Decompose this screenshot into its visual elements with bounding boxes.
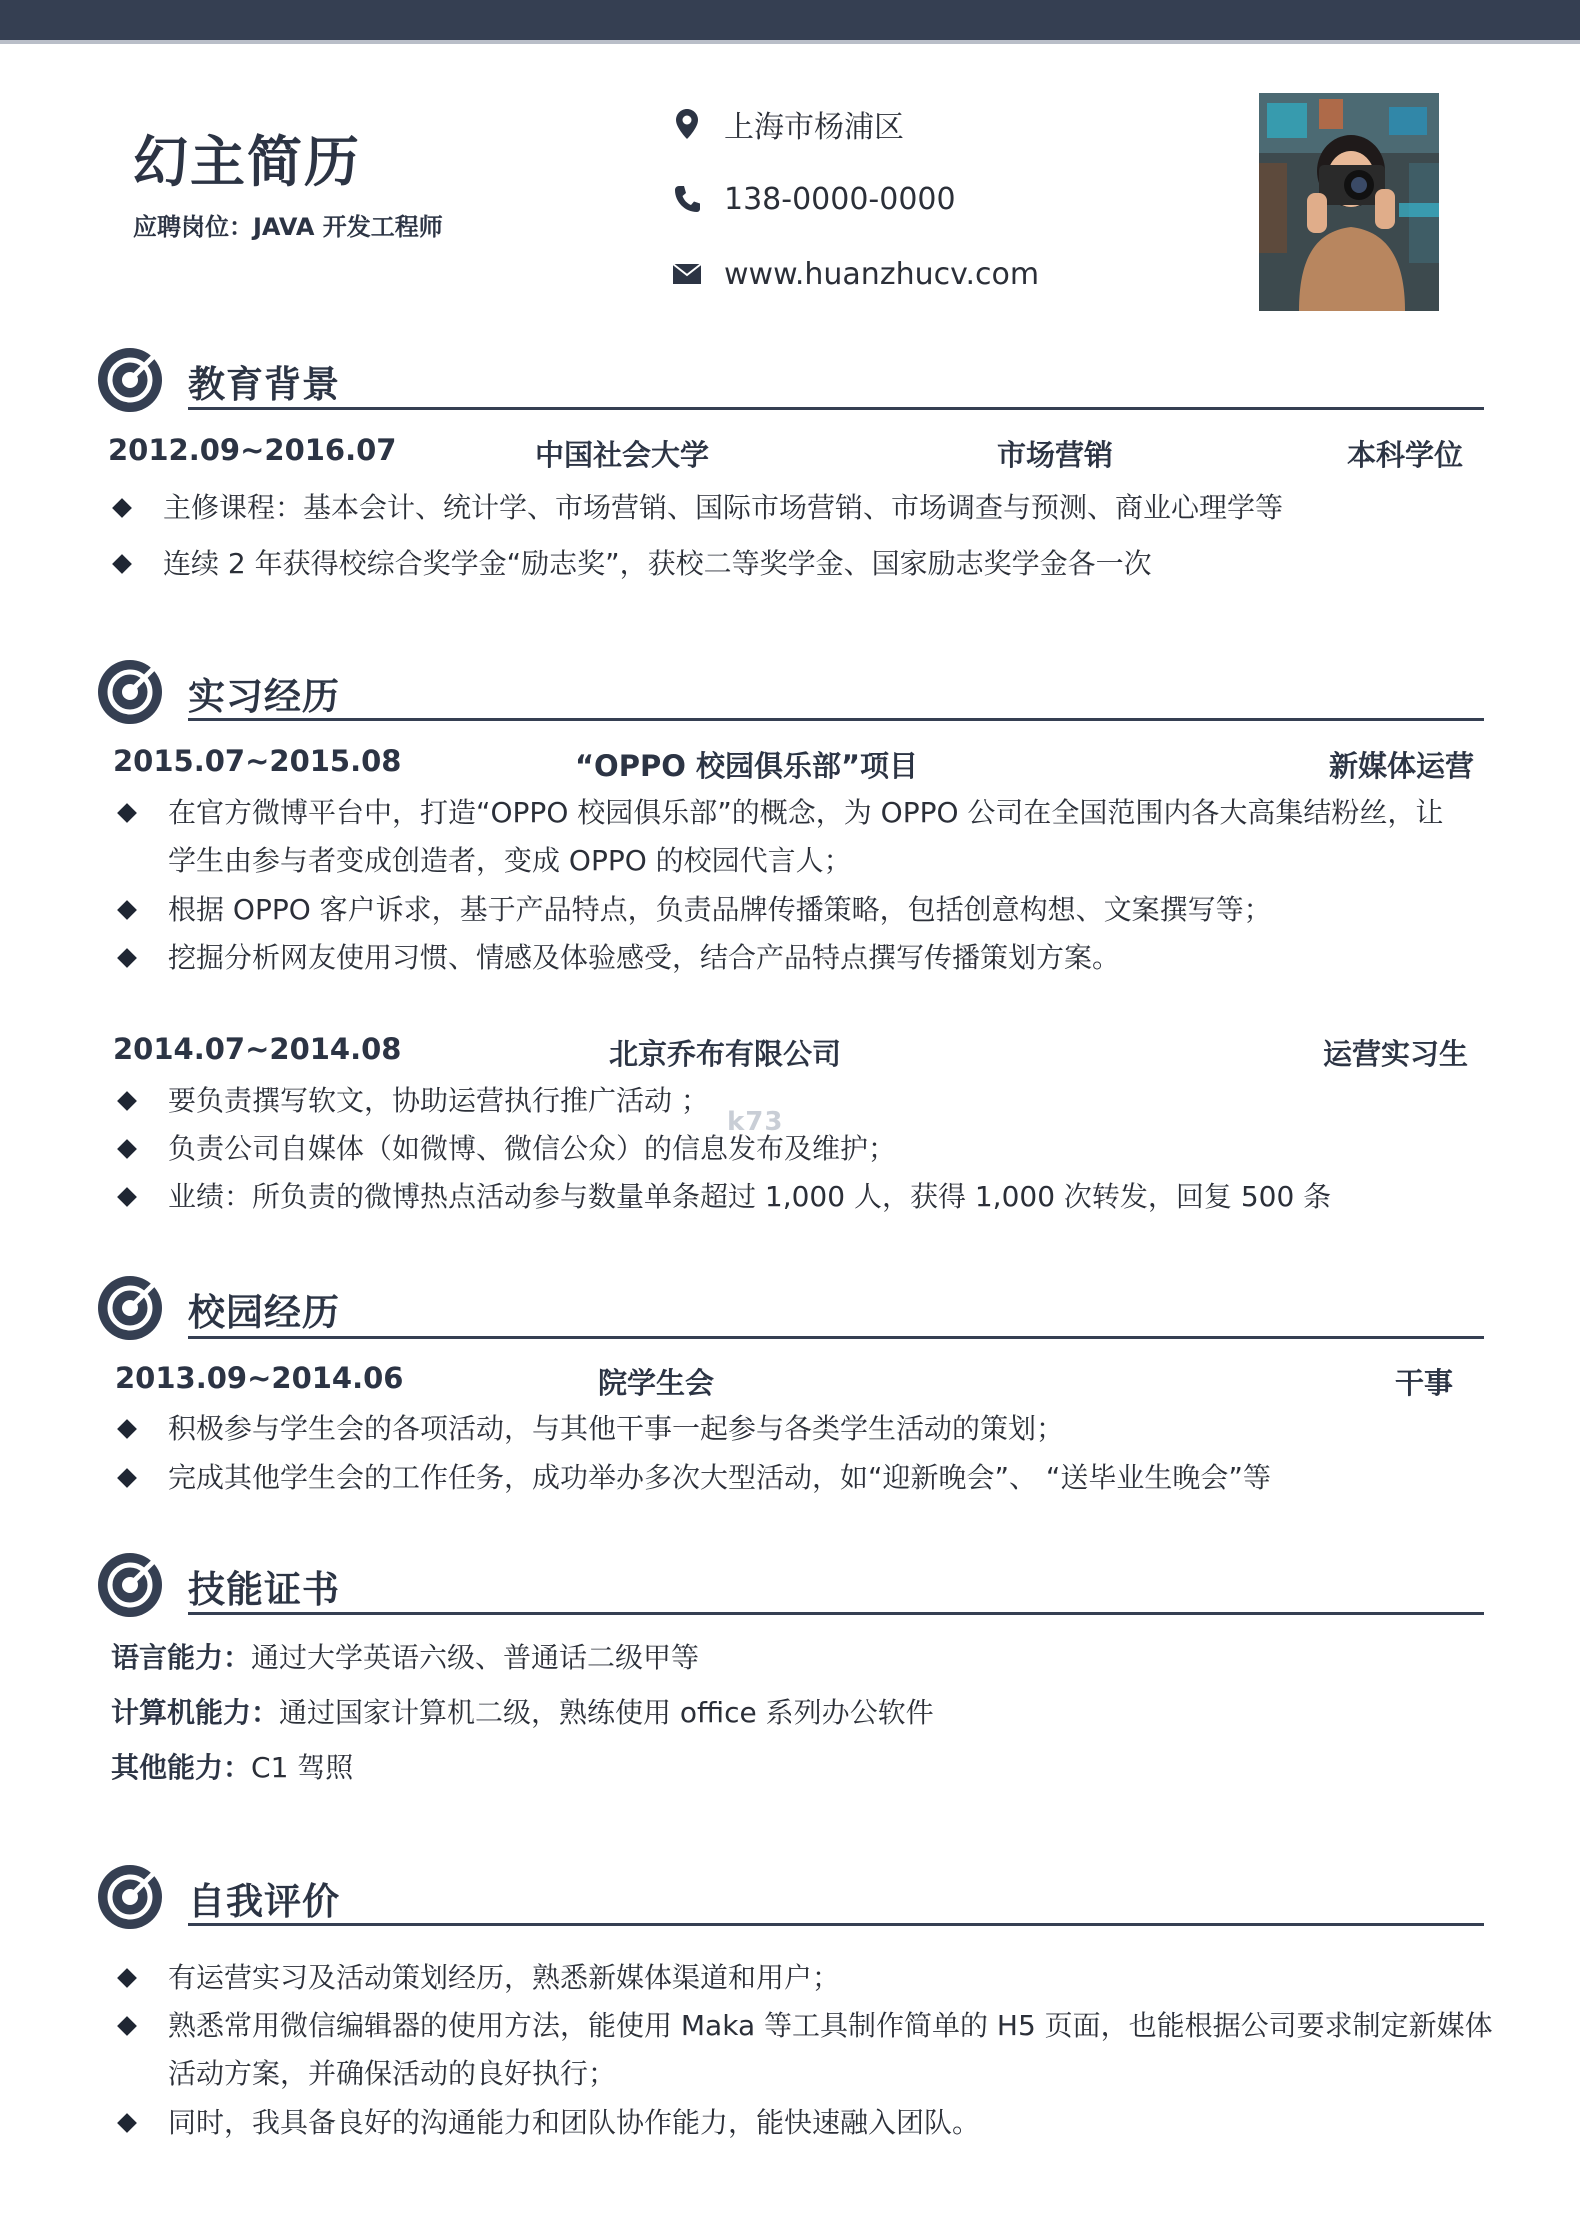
section-title-self-evaluation: 自我评价 bbox=[188, 1880, 340, 1923]
target-icon bbox=[96, 1271, 166, 1341]
education-bullet: 主修课程：基本会计、统计学、市场营销、国际市场营销、市场调查与预测、商业心理学等 bbox=[163, 491, 1284, 524]
skill-item-language bbox=[111, 1634, 699, 1682]
campus-role: 干事 bbox=[1395, 1366, 1454, 1400]
skill-value: 通过国家计算机二级，熟练使用 office 系列办公软件 bbox=[279, 1696, 934, 1729]
internship-bullet: 在官方微博平台中，打造“OPPO 校园俱乐部”的概念，为 OPPO 公司在全国范围内各大高集结粉丝，让 bbox=[168, 796, 1444, 829]
skill-value: C1 驾照 bbox=[251, 1751, 354, 1784]
job-title: 应聘岗位：JAVA 开发工程师 bbox=[133, 213, 443, 241]
bullet-diamond-icon bbox=[117, 1468, 137, 1488]
top-rule bbox=[0, 40, 1580, 44]
self-eval-bullet: 有运营实习及活动策划经历，熟悉新媒体渠道和用户； bbox=[168, 1961, 841, 1994]
target-icon bbox=[96, 1860, 166, 1930]
education-period: 2012.09~2016.07 bbox=[108, 433, 397, 467]
campus-bullet: 积极参与学生会的各项活动，与其他干事一起参与各类学生活动的策划； bbox=[168, 1412, 1065, 1445]
section-title-campus: 校园经历 bbox=[188, 1291, 340, 1334]
section-divider bbox=[188, 1336, 1484, 1339]
section-divider bbox=[188, 718, 1484, 721]
bullet-diamond-icon bbox=[117, 1091, 137, 1111]
phone-icon bbox=[672, 181, 702, 217]
skill-value: 通过大学英语六级、普通话二级甲等 bbox=[251, 1641, 700, 1674]
section-divider bbox=[188, 1923, 1484, 1926]
skill-item-computer bbox=[111, 1689, 934, 1737]
target-icon bbox=[96, 655, 166, 725]
education-bullet: 连续 2 年获得校综合奖学金“励志奖”，获校二等奖学金、国家励志奖学金各一次 bbox=[163, 547, 1152, 580]
internship-bullet: 负责公司自媒体（如微博、微信公众）的信息发布及维护； bbox=[168, 1132, 897, 1165]
internship-role: 运营实习生 bbox=[1323, 1037, 1469, 1071]
section-divider bbox=[188, 1612, 1484, 1615]
contact-website-text: www.huanzhucv.com bbox=[724, 256, 1040, 292]
campus-org: 院学生会 bbox=[598, 1366, 715, 1400]
bullet-diamond-icon bbox=[112, 554, 132, 574]
education-degree: 本科学位 bbox=[1347, 438, 1464, 472]
self-eval-bullet-continued: 活动方案，并确保活动的良好执行； bbox=[168, 2057, 617, 2090]
self-eval-bullet: 熟悉常用微信编辑器的使用方法，能使用 Maka 等工具制作简单的 H5 页面，也能根据公司要求制定新媒体 bbox=[168, 2009, 1493, 2042]
bullet-diamond-icon bbox=[117, 1419, 137, 1439]
section-divider bbox=[188, 407, 1484, 410]
top-bar bbox=[0, 0, 1580, 40]
bullet-diamond-icon bbox=[117, 1139, 137, 1159]
bullet-diamond-icon bbox=[117, 900, 137, 920]
education-major: 市场营销 bbox=[997, 438, 1114, 472]
contact-website bbox=[672, 252, 1039, 296]
section-title-education: 教育背景 bbox=[188, 363, 340, 406]
education-school: 中国社会大学 bbox=[535, 438, 710, 472]
bullet-diamond-icon bbox=[117, 1968, 137, 1988]
profile-photo bbox=[1259, 93, 1439, 311]
envelope-icon bbox=[672, 256, 702, 292]
contact-address-text: 上海市杨浦区 bbox=[724, 110, 904, 145]
internship-org: “OPPO 校园俱乐部”项目 bbox=[575, 749, 919, 783]
internship-period: 2015.07~2015.08 bbox=[113, 744, 402, 778]
resume-name: 幻主简历 bbox=[133, 130, 362, 194]
internship-org: 北京乔布有限公司 bbox=[609, 1037, 842, 1071]
internship-role: 新媒体运营 bbox=[1329, 749, 1475, 783]
internship-period: 2014.07~2014.08 bbox=[113, 1032, 402, 1066]
campus-period: 2013.09~2014.06 bbox=[115, 1361, 404, 1395]
skill-label: 计算机能力： bbox=[111, 1696, 280, 1729]
contact-phone bbox=[672, 177, 956, 221]
bullet-diamond-icon bbox=[117, 803, 137, 823]
internship-bullet: 挖掘分析网友使用习惯、情感及体验感受，结合产品特点撰写传播策划方案。 bbox=[168, 941, 1121, 974]
target-icon bbox=[96, 1548, 166, 1618]
bullet-diamond-icon bbox=[117, 948, 137, 968]
contact-phone-text: 138-0000-0000 bbox=[724, 181, 956, 217]
internship-bullet: 业绩：所负责的微博热点活动参与数量单条超过 1,000 人，获得 1,000 次转发，回复 500 条 bbox=[168, 1180, 1332, 1213]
bullet-diamond-icon bbox=[117, 2113, 137, 2133]
location-pin-icon bbox=[672, 106, 702, 142]
internship-bullet: 要负责撰写软文，协助运营执行推广活动 ； bbox=[168, 1084, 709, 1117]
contact-address bbox=[672, 102, 904, 146]
bullet-diamond-icon bbox=[117, 1187, 137, 1207]
section-title-internship: 实习经历 bbox=[188, 675, 340, 718]
watermark: k73 bbox=[727, 1107, 784, 1137]
internship-bullet: 根据 OPPO 客户诉求，基于产品特点，负责品牌传播策略，包括创意构想、文案撰写等； bbox=[168, 893, 1272, 926]
skill-label: 其他能力： bbox=[111, 1751, 252, 1784]
bullet-diamond-icon bbox=[117, 2016, 137, 2036]
section-title-skills: 技能证书 bbox=[188, 1568, 340, 1611]
internship-bullet-continued: 学生由参与者变成创造者，变成 OPPO 的校园代言人； bbox=[168, 844, 852, 877]
campus-bullet: 完成其他学生会的工作任务，成功举办多次大型活动，如“迎新晚会”、 “送毕业生晚会”等 bbox=[168, 1461, 1271, 1494]
self-eval-bullet: 同时，我具备良好的沟通能力和团队协作能力，能快速融入团队。 bbox=[168, 2106, 981, 2139]
skill-label: 语言能力： bbox=[111, 1641, 252, 1674]
target-icon bbox=[96, 343, 166, 413]
skill-item-other bbox=[111, 1744, 353, 1792]
bullet-diamond-icon bbox=[112, 498, 132, 518]
